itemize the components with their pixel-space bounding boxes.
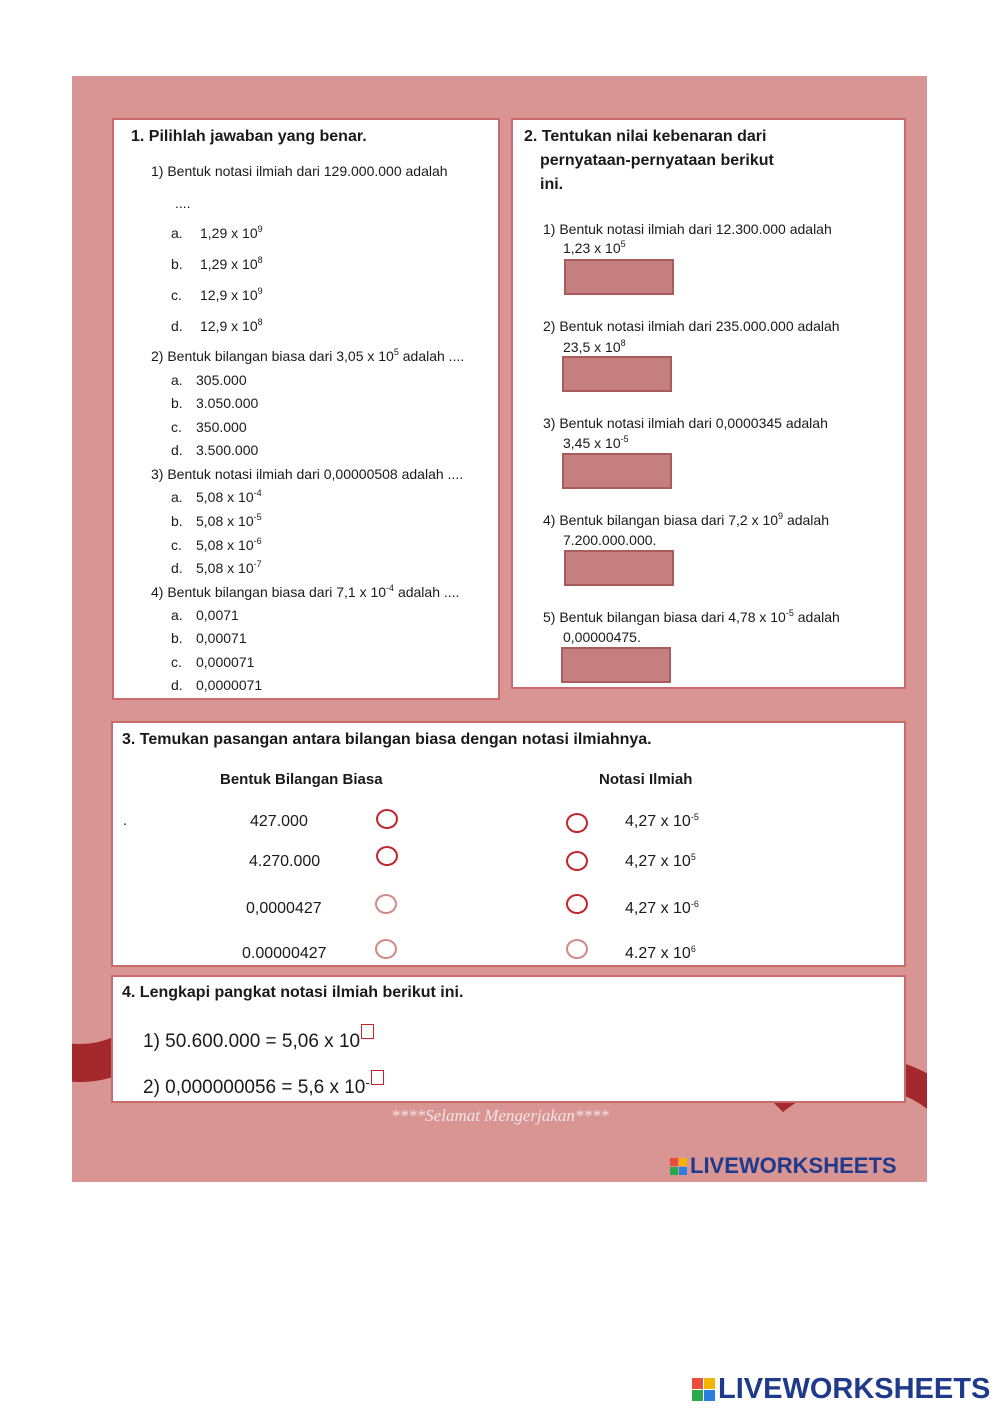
section-title: 3. Temukan pasangan antara bilangan biasa dengan notasi ilmiahnya.: [122, 731, 652, 748]
option-text[interactable]: 12,9 x $10^9$: [200, 286, 263, 303]
statement-text: 3) Bentuk notasi ilmiah dari 0,0000345 adalah: [543, 415, 828, 431]
footer-message: ****Selamat Mengerjakan****: [391, 1106, 609, 1125]
section-title: ini.: [540, 176, 564, 193]
option-text[interactable]: 1,29 x $10^8$: [200, 255, 263, 272]
matching-right-value: 4,27 x $10^5$: [625, 852, 696, 870]
answer-box[interactable]: [564, 259, 674, 295]
logo-icon: [670, 1158, 687, 1175]
matching-right-value: 4,27 x $10^{-5}$: [625, 812, 699, 830]
option-text[interactable]: 3.050.000: [196, 395, 259, 411]
option-label: d.: [171, 677, 183, 693]
section-true-false: [511, 118, 906, 689]
matching-right-connector[interactable]: [566, 813, 588, 833]
option-label: a.: [171, 372, 183, 388]
statement-text: 0,00000475.: [563, 629, 641, 645]
matching-left-value: 0.00000427: [242, 945, 327, 962]
option-text[interactable]: 5,08 x $10^{-6}$: [196, 536, 262, 553]
answer-box[interactable]: [562, 356, 672, 392]
option-label: a.: [171, 225, 183, 241]
option-label: d.: [171, 560, 183, 576]
answer-box[interactable]: [564, 550, 674, 586]
matching-left-connector[interactable]: [376, 809, 398, 829]
option-label: b.: [171, 256, 183, 272]
statement-text: 7.200.000.000.: [563, 532, 657, 548]
statement-text: 5) Bentuk bilangan biasa dari 4,78 x $10^{-5}$ adalah: [543, 608, 840, 625]
exponent-input[interactable]: [361, 1024, 374, 1039]
option-text[interactable]: 12,9 x $10^8$: [200, 317, 263, 334]
matching-right-value: 4,27 x $10^{-6}$: [625, 899, 699, 917]
section-title: 4. Lengkapi pangkat notasi ilmiah berikut ini.: [122, 984, 464, 1001]
column-header: Notasi Ilmiah: [599, 771, 693, 788]
column-header: Bentuk Bilangan Biasa: [220, 771, 383, 788]
option-text[interactable]: 1,29 x $10^9$: [200, 224, 263, 241]
option-label: a.: [171, 489, 183, 505]
statement-text: 3,45 x $10^{-5}$: [563, 434, 629, 451]
option-label: c.: [171, 287, 182, 303]
logo-icon: [692, 1378, 715, 1401]
matching-left-value: 427.000: [250, 813, 308, 830]
section-title: 1. Pilihlah jawaban yang benar.: [131, 128, 367, 145]
exercise-line: 1) 50.600.000 = 5,06 x 10: [143, 1024, 374, 1053]
question-text: 3) Bentuk notasi ilmiah dari 0,00000508 adalah ....: [151, 466, 464, 482]
matching-right-connector[interactable]: [566, 851, 588, 871]
option-label: b.: [171, 630, 183, 646]
answer-box[interactable]: [562, 453, 672, 489]
matching-right-value: 4.27 x $10^6$: [625, 944, 696, 962]
option-text[interactable]: 0,0071: [196, 607, 239, 623]
exponent-input[interactable]: [371, 1070, 384, 1085]
statement-text: 1,23 x $10^5$: [563, 239, 626, 256]
matching-left-connector[interactable]: [375, 894, 397, 914]
statement-text: 2) Bentuk notasi ilmiah dari 235.000.000 adalah: [543, 318, 840, 334]
matching-right-connector[interactable]: [566, 894, 588, 914]
option-label: c.: [171, 654, 182, 670]
answer-box[interactable]: [561, 647, 671, 683]
section-title: 2. Tentukan nilai kebenaran dari: [524, 128, 767, 145]
option-text[interactable]: 350.000: [196, 419, 247, 435]
question-text: 4) Bentuk bilangan biasa dari 7,1 x $10^{-4}$ adalah ....: [151, 583, 460, 600]
option-text[interactable]: 0,000071: [196, 654, 255, 670]
matching-left-connector[interactable]: [375, 939, 397, 959]
statement-text: 4) Bentuk bilangan biasa dari 7,2 x $10^9$ adalah: [543, 511, 829, 528]
option-text[interactable]: 5,08 x $10^{-4}$: [196, 488, 262, 505]
matching-left-value: 0,0000427: [246, 900, 322, 917]
option-label: b.: [171, 513, 183, 529]
option-text[interactable]: 5,08 x $10^{-7}$: [196, 559, 262, 576]
liveworksheets-logo: LIVEWORKSHEETS: [692, 1373, 990, 1406]
option-label: b.: [171, 395, 183, 411]
option-text[interactable]: 0,00071: [196, 630, 247, 646]
question-text: 1) Bentuk notasi ilmiah dari 129.000.000 adalah: [151, 163, 448, 179]
section-title: pernyataan-pernyataan berikut: [540, 152, 774, 169]
matching-left-connector[interactable]: [376, 846, 398, 866]
question-text: 2) Bentuk bilangan biasa dari 3,05 x $10^5$ adalah ....: [151, 347, 465, 364]
option-text[interactable]: 3.500.000: [196, 442, 259, 458]
option-label: d.: [171, 442, 183, 458]
stray-dot: .: [123, 812, 128, 829]
matching-left-value: 4.270.000: [249, 853, 321, 870]
option-text[interactable]: 5,08 x $10^{-5}$: [196, 512, 262, 529]
option-text[interactable]: 305.000: [196, 372, 247, 388]
liveworksheets-logo: LIVEWORKSHEETS: [670, 1153, 897, 1179]
option-text[interactable]: 0,0000071: [196, 677, 263, 693]
exercise-line: 2) 0,000000056 = 5,6 x 10-: [143, 1070, 384, 1099]
statement-text: 1) Bentuk notasi ilmiah dari 12.300.000 adalah: [543, 221, 832, 237]
option-label: c.: [171, 537, 182, 553]
option-label: a.: [171, 607, 183, 623]
option-label: d.: [171, 318, 183, 334]
section-matching: [111, 721, 906, 967]
statement-text: 23,5 x $10^8$: [563, 338, 626, 355]
question-text: ....: [175, 195, 191, 211]
matching-right-connector[interactable]: [566, 939, 588, 959]
option-label: c.: [171, 419, 182, 435]
